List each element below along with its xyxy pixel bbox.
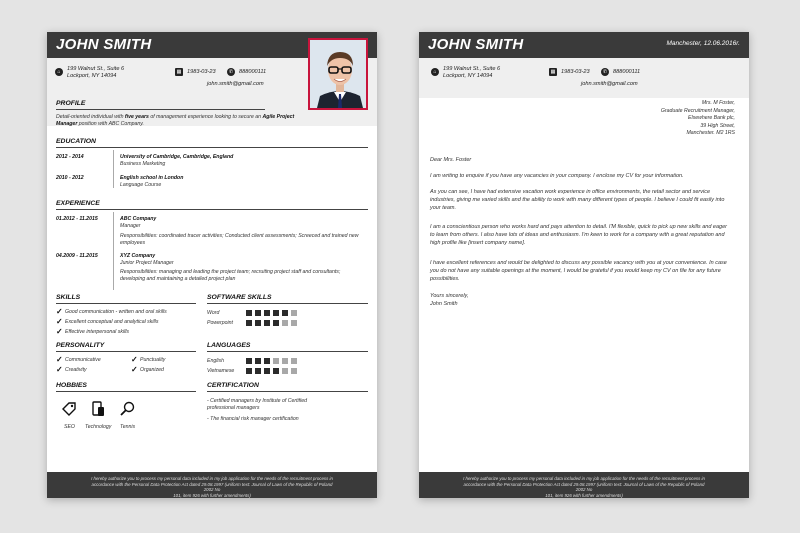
home-icon: ⌂ [431,68,439,76]
rating-square [255,310,261,316]
rating-square [282,310,288,316]
rating-square [273,310,279,316]
rating-square [273,320,279,326]
hobby-label: SEO [64,424,75,430]
certification-rule [207,391,368,392]
signature-name: John Smith [430,301,458,307]
rating-square [255,368,261,374]
languages-title: LANGUAGES [207,342,251,349]
rating-square [273,358,279,364]
rating-square [282,358,288,364]
education-title: EDUCATION [56,138,96,145]
rating-square [273,368,279,374]
rating-square [291,320,297,326]
exp-resp: Responsibilities: coordinated tracer activities; Conducted client assessments; Screeced and trained new [120,233,359,239]
skills-rule [56,303,196,304]
experience-rule [56,209,368,210]
rating-square [282,368,288,374]
letter-address-line1: 199 Walnut St., Suite 6 [443,66,501,72]
footer-line: accordance with the Personal Data Protection Act dated 29.08.1997 (uniform text: Journal of Laws of the Republic of Poland 2002 No [91,481,333,493]
recipient-line: Elsewhere Bank plc, [688,115,735,122]
closing: Yours sincerely, [430,293,469,299]
rating-square [291,358,297,364]
language-name: English [207,358,225,364]
tennis-racket-icon [119,401,135,417]
check-icon: ✓ [131,355,138,364]
exp-company: XYZ Company [120,253,156,259]
language-name: Vietnamese [207,368,235,374]
letter-name: JOHN SMITH [428,36,524,53]
letter-phone: 888000111 [613,69,641,75]
cv-address-line2: Lockport, NY 14094 [67,73,117,79]
cv-footer [47,472,377,498]
edu-dates: 2010 - 2012 [56,175,84,181]
cv-name: JOHN SMITH [56,36,152,53]
recipient-line: Manchester. M2 1RS [686,130,735,137]
personality-rule [56,351,196,352]
letter-birthdate: 1983-03-23 [561,69,590,75]
check-icon: ✓ [56,327,63,336]
letter-contact-band [419,58,749,98]
rating-square [255,358,261,364]
cv-birthdate: 1983-03-23 [187,69,216,75]
letter-email: john.smith@gmail.com [581,81,638,87]
rating-square [282,320,288,326]
profile-title: PROFILE [56,100,86,107]
languages-rule [207,351,368,352]
software-name: Word [207,310,220,316]
footer-line: accordance with the Personal Data Protection Act dated 29.08.1997 (uniform text: Journal of Laws of the Republic of Poland 2002 No [463,481,705,493]
salutation: Dear Mrs. Foster [430,157,472,163]
rating-square [264,358,270,364]
skills-title: SKILLS [56,294,81,301]
letter-date: Manchester, 12.06.2016r. [666,40,740,47]
rating-square [264,310,270,316]
rating-square [255,320,261,326]
certification-item: professional managers [207,405,260,411]
certification-item: - Certified managers by Institute of Certified [207,398,308,404]
skill-item: Good communication - written and oral skills [65,309,167,315]
software-name: Powerpoint [207,320,233,326]
personality-title: PERSONALITY [56,342,105,349]
home-icon: ⌂ [55,68,63,76]
exp-dates: 01.2012 - 11.2015 [56,216,98,222]
personality-item: Organized [140,367,164,373]
edu-school: University of Cambridge, Cambridge, England [120,154,234,160]
edu-dates: 2012 - 2014 [56,154,84,160]
recipient-line: Mrs. M Foster, [701,100,735,106]
recipient-line: 39 High Street, [700,122,735,129]
exp-dates: 04.2009 - 11.2015 [56,253,98,259]
rating-square [291,368,297,374]
hobby-label: Tennis [120,424,136,430]
tag-icon [61,401,77,417]
experience-divider [113,212,114,290]
recipient-address [661,100,735,138]
letter-paragraph-4: I have excellent references and would be delighted to discuss any possible vacancy with you at your convenience. In case you do not have any suitable openings at the moment, I would be grateful if you would keep my CV on file for any future possibilities. [430,260,727,282]
skill-item: Excellent conceptual and analytical skills [65,319,159,325]
cv-phone: 888000111 [239,69,267,75]
certification-title: CERTIFICATION [207,382,259,389]
experience-title: EXPERIENCE [56,200,100,207]
phone-icon: ✆ [228,69,234,75]
certification-item: - The financial risk manager certification [207,416,299,422]
cover-letter-page [419,32,749,498]
rating-square [246,358,252,364]
edu-detail: Business Marketing [120,161,166,167]
software-skills-rule [207,303,368,304]
footer-line: 101, item 926 with further amendments) [173,492,251,498]
hobbies-rule [56,391,196,392]
calendar-icon: ▦ [176,69,182,75]
check-icon: ✓ [56,317,63,326]
calendar-icon: ▦ [550,69,556,75]
education-divider [113,150,114,188]
education-rule [56,147,368,148]
exp-resp: Responsibilities: managing and leading the project team; recruiting project staff and consultants; [120,269,341,275]
check-icon: ✓ [56,355,63,364]
rating-square [264,368,270,374]
edu-detail: Language Course [120,182,162,188]
personality-item: Communicative [65,357,101,363]
profile-text: Detail-oriented individual with five years of management experience looking to secure an Agile Project Manager position with ABC Company. [56,114,295,127]
exp-role: Manager [120,223,141,229]
rating-square [246,320,252,326]
letter-header-bar [419,32,749,58]
skill-item: Effective interpersonal skills [65,329,130,335]
exp-resp: employees [120,240,146,246]
check-icon: ✓ [131,365,138,374]
devices-icon [90,401,106,417]
software-skills-title: SOFTWARE SKILLS [207,294,272,301]
rating-square [264,320,270,326]
rating-square [246,310,252,316]
profile-rule [56,109,265,110]
footer-line: I hereby authorize you to process my personal data included in my job application for the needs of the recruitment process in [91,476,333,481]
exp-role: Junior Project Manager [120,260,174,266]
footer-line: I hereby authorize you to process my personal data included in my job application for the needs of the recruitment process in [463,476,705,481]
footer-line: 101, item 926 with further amendments) [545,492,623,498]
personality-item: Punctuality [140,357,166,363]
letter-footer [419,472,749,498]
cv-page [47,32,377,498]
check-icon: ✓ [56,365,63,374]
edu-school: English school in London [120,175,184,181]
letter-paragraph-2: As you can see, I have had extensive vacation work experience in office environments, the retail sector and service industries, giving me varied skills and the ability to work with many different types of people. I believe I could fit easily into your team. [430,189,725,211]
letter-paragraph-3: I am a conscientious person who works hard and pays attention to detail. I'M flexible, quick to pick up new skills and eager to learn from others. I also have lots of ideas and enthusiasm. I'm keen to work for a company with a great reputation and high profile like [insert company name]. [430,224,727,246]
profile-photo [308,38,368,110]
exp-resp: developing and maintaining a detailed project plan [120,276,236,282]
hobby-label: Technology [85,424,112,430]
phone-icon: ✆ [602,69,608,75]
cv-address-line1: 199 Walnut St., Suite 6 [67,66,125,72]
cv-email: john.smith@gmail.com [207,81,264,87]
check-icon: ✓ [56,307,63,316]
exp-company: ABC Company [120,216,157,222]
letter-paragraph-1: I am writing to enquire if you have any vacancies in your company. I enclose my CV for your information. [430,173,684,179]
rating-square [291,310,297,316]
letter-address-line2: Lockport, NY 14094 [443,73,493,79]
recipient-line: Graduate Recruitment Manager, [660,107,735,114]
hobbies-title: HOBBIES [56,382,87,389]
rating-square [246,368,252,374]
personality-item: Creativity [65,367,87,373]
